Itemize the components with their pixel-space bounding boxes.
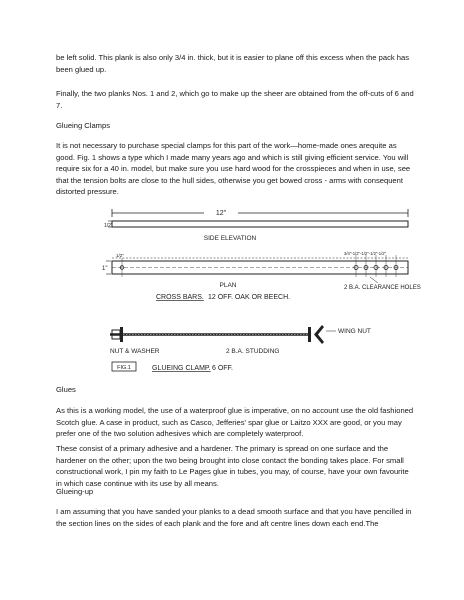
paragraph-clamps: It is not necessary to purchase special clamps for this part of the work—home-made ones arequite as good. Fig. 1 shows a type which I made many years ago and which is still giving efficient service. You will require six for a 40 in. model, but make sure you use hard wood for the crosspieces and when in use, see that the tension bolts are close to the hull sides, otherwise you get bowed cross - arms with consequent distorted pressure. bbox=[56, 141, 411, 197]
glueing-clamp-figure bbox=[102, 203, 421, 383]
dim-overall-length: 12" bbox=[215, 210, 227, 217]
clamp-assembly-drawing bbox=[110, 325, 371, 372]
dim-thickness: 1/2" bbox=[104, 223, 113, 229]
paragraph-glueing-up: I am assuming that you have sanded your planks to a dead smooth surface and that you have pencilled in the section lines on the sides of each plank and the fore and aft centre lines down each end.The bbox=[56, 507, 412, 528]
label-nut-washer: NUT & WASHER bbox=[110, 348, 160, 355]
dim-hole-spacings: 3/4"-1/2"-1/2"-1/2"-1/2" bbox=[344, 251, 387, 256]
heading-glueing-up: Glueing-up bbox=[56, 487, 94, 496]
label-wing-nut: WING NUT bbox=[338, 328, 371, 335]
heading-glues: Glues bbox=[56, 385, 76, 394]
plan-drawing bbox=[102, 251, 421, 301]
paragraph-sheer-planks: Finally, the two planks Nos. 1 and 2, which go to make up the sheer are obtained from the off-cuts of 6 and 7. bbox=[56, 89, 414, 110]
label-studding: 2 B.A. STUDDING bbox=[226, 348, 280, 355]
dim-end-offset: 1/2" bbox=[116, 253, 124, 258]
label-cross-bars: CROSS BARS. bbox=[156, 294, 204, 301]
paragraph-plank-thickness: be left solid. This plank is also only 3/4 in. thick, but it is easier to plane off this excess when the pack has been glued up. bbox=[56, 53, 410, 74]
heading-glueing-clamps: Glueing Clamps bbox=[56, 121, 111, 130]
label-cross-bars-spec: 12 OFF. OAK OR BEECH. bbox=[208, 294, 291, 301]
label-clamp-count: 6 OFF. bbox=[212, 365, 234, 372]
label-figure-number: FIG.1 bbox=[117, 365, 131, 371]
paragraph-adhesives: These consist of a primary adhesive and a hardener. The primary is spread on one surface and the hardener on the other; upon the two being brought into close contact the bonding takes place. For small constructional work, I pin my faith to Le Pages glue in tubes, you may, of course, have your own favourite in which case continue with its use by all means. bbox=[56, 444, 409, 488]
label-plan: PLAN bbox=[219, 282, 237, 289]
side-elevation-drawing bbox=[104, 209, 408, 242]
label-glueing-clamp: GLUEING CLAMP. bbox=[152, 365, 211, 372]
dim-width: 1" bbox=[102, 266, 108, 272]
label-side-elevation: SIDE ELEVATION bbox=[203, 235, 257, 242]
clamp-drawing bbox=[102, 203, 421, 383]
label-clearance-holes: 2 B.A. CLEARANCE HOLES bbox=[344, 285, 421, 291]
paragraph-glues: As this is a working model, the use of a waterproof glue is imperative, on no account use the old fashioned Scotch glue. A case in product, such as Casco, Jefferies' spar glue or Laitzo XXX are good, or you may prefer one of the two solution adhesives which are completely waterproof. bbox=[56, 406, 414, 439]
